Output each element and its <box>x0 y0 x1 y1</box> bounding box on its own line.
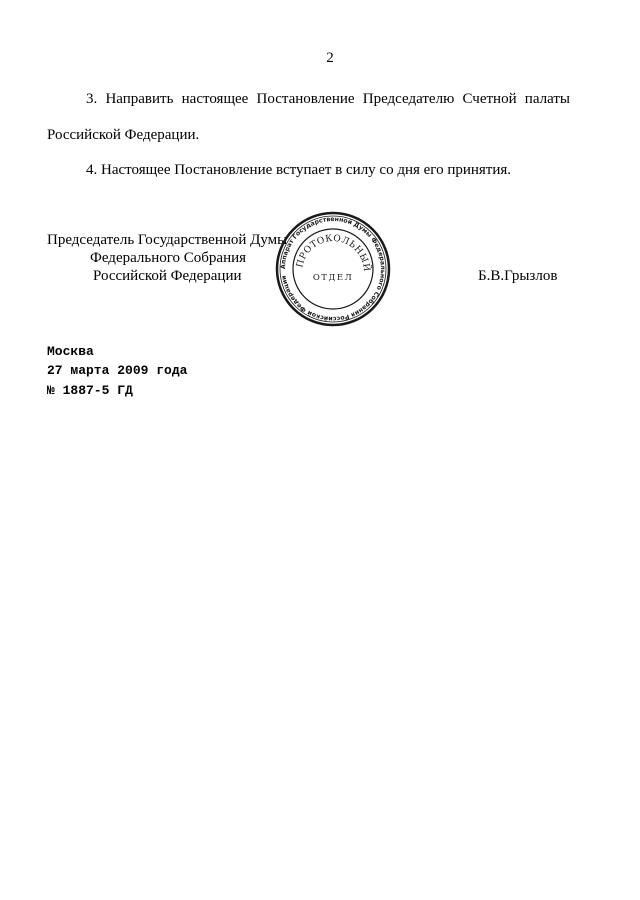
footer-document-number: № 1887-5 ГД <box>47 383 133 398</box>
stamp-outer-text: Аппарат Государственной Думы Федерального Собрания Российской Федерации <box>279 215 387 323</box>
footer-city: Москва <box>47 344 94 359</box>
stamp-seal-icon <box>274 210 392 328</box>
paragraph-3-line-2: Российской Федерации. <box>47 127 200 143</box>
stamp-inner-arc-text: ПРОТОКОЛЬНЫЙ <box>295 233 372 273</box>
official-stamp <box>274 210 392 328</box>
stamp-center-text: ОТДЕЛ <box>312 273 354 283</box>
signatory-title-line-3: Российской Федерации <box>93 268 242 284</box>
paragraph-3-line-1: 3. Направить настоящее Постановление Председателю Счетной палаты <box>86 91 570 107</box>
signatory-title-line-1: Председатель Государственной Думы <box>47 232 288 248</box>
paragraph-4: 4. Настоящее Постановление вступает в силу со дня его принятия. <box>86 162 512 178</box>
signatory-name: Б.В.Грызлов <box>478 268 558 284</box>
page-number: 2 <box>326 50 334 66</box>
signatory-title-line-2: Федерального Собрания <box>90 250 247 266</box>
footer-date: 27 марта 2009 года <box>47 363 188 378</box>
